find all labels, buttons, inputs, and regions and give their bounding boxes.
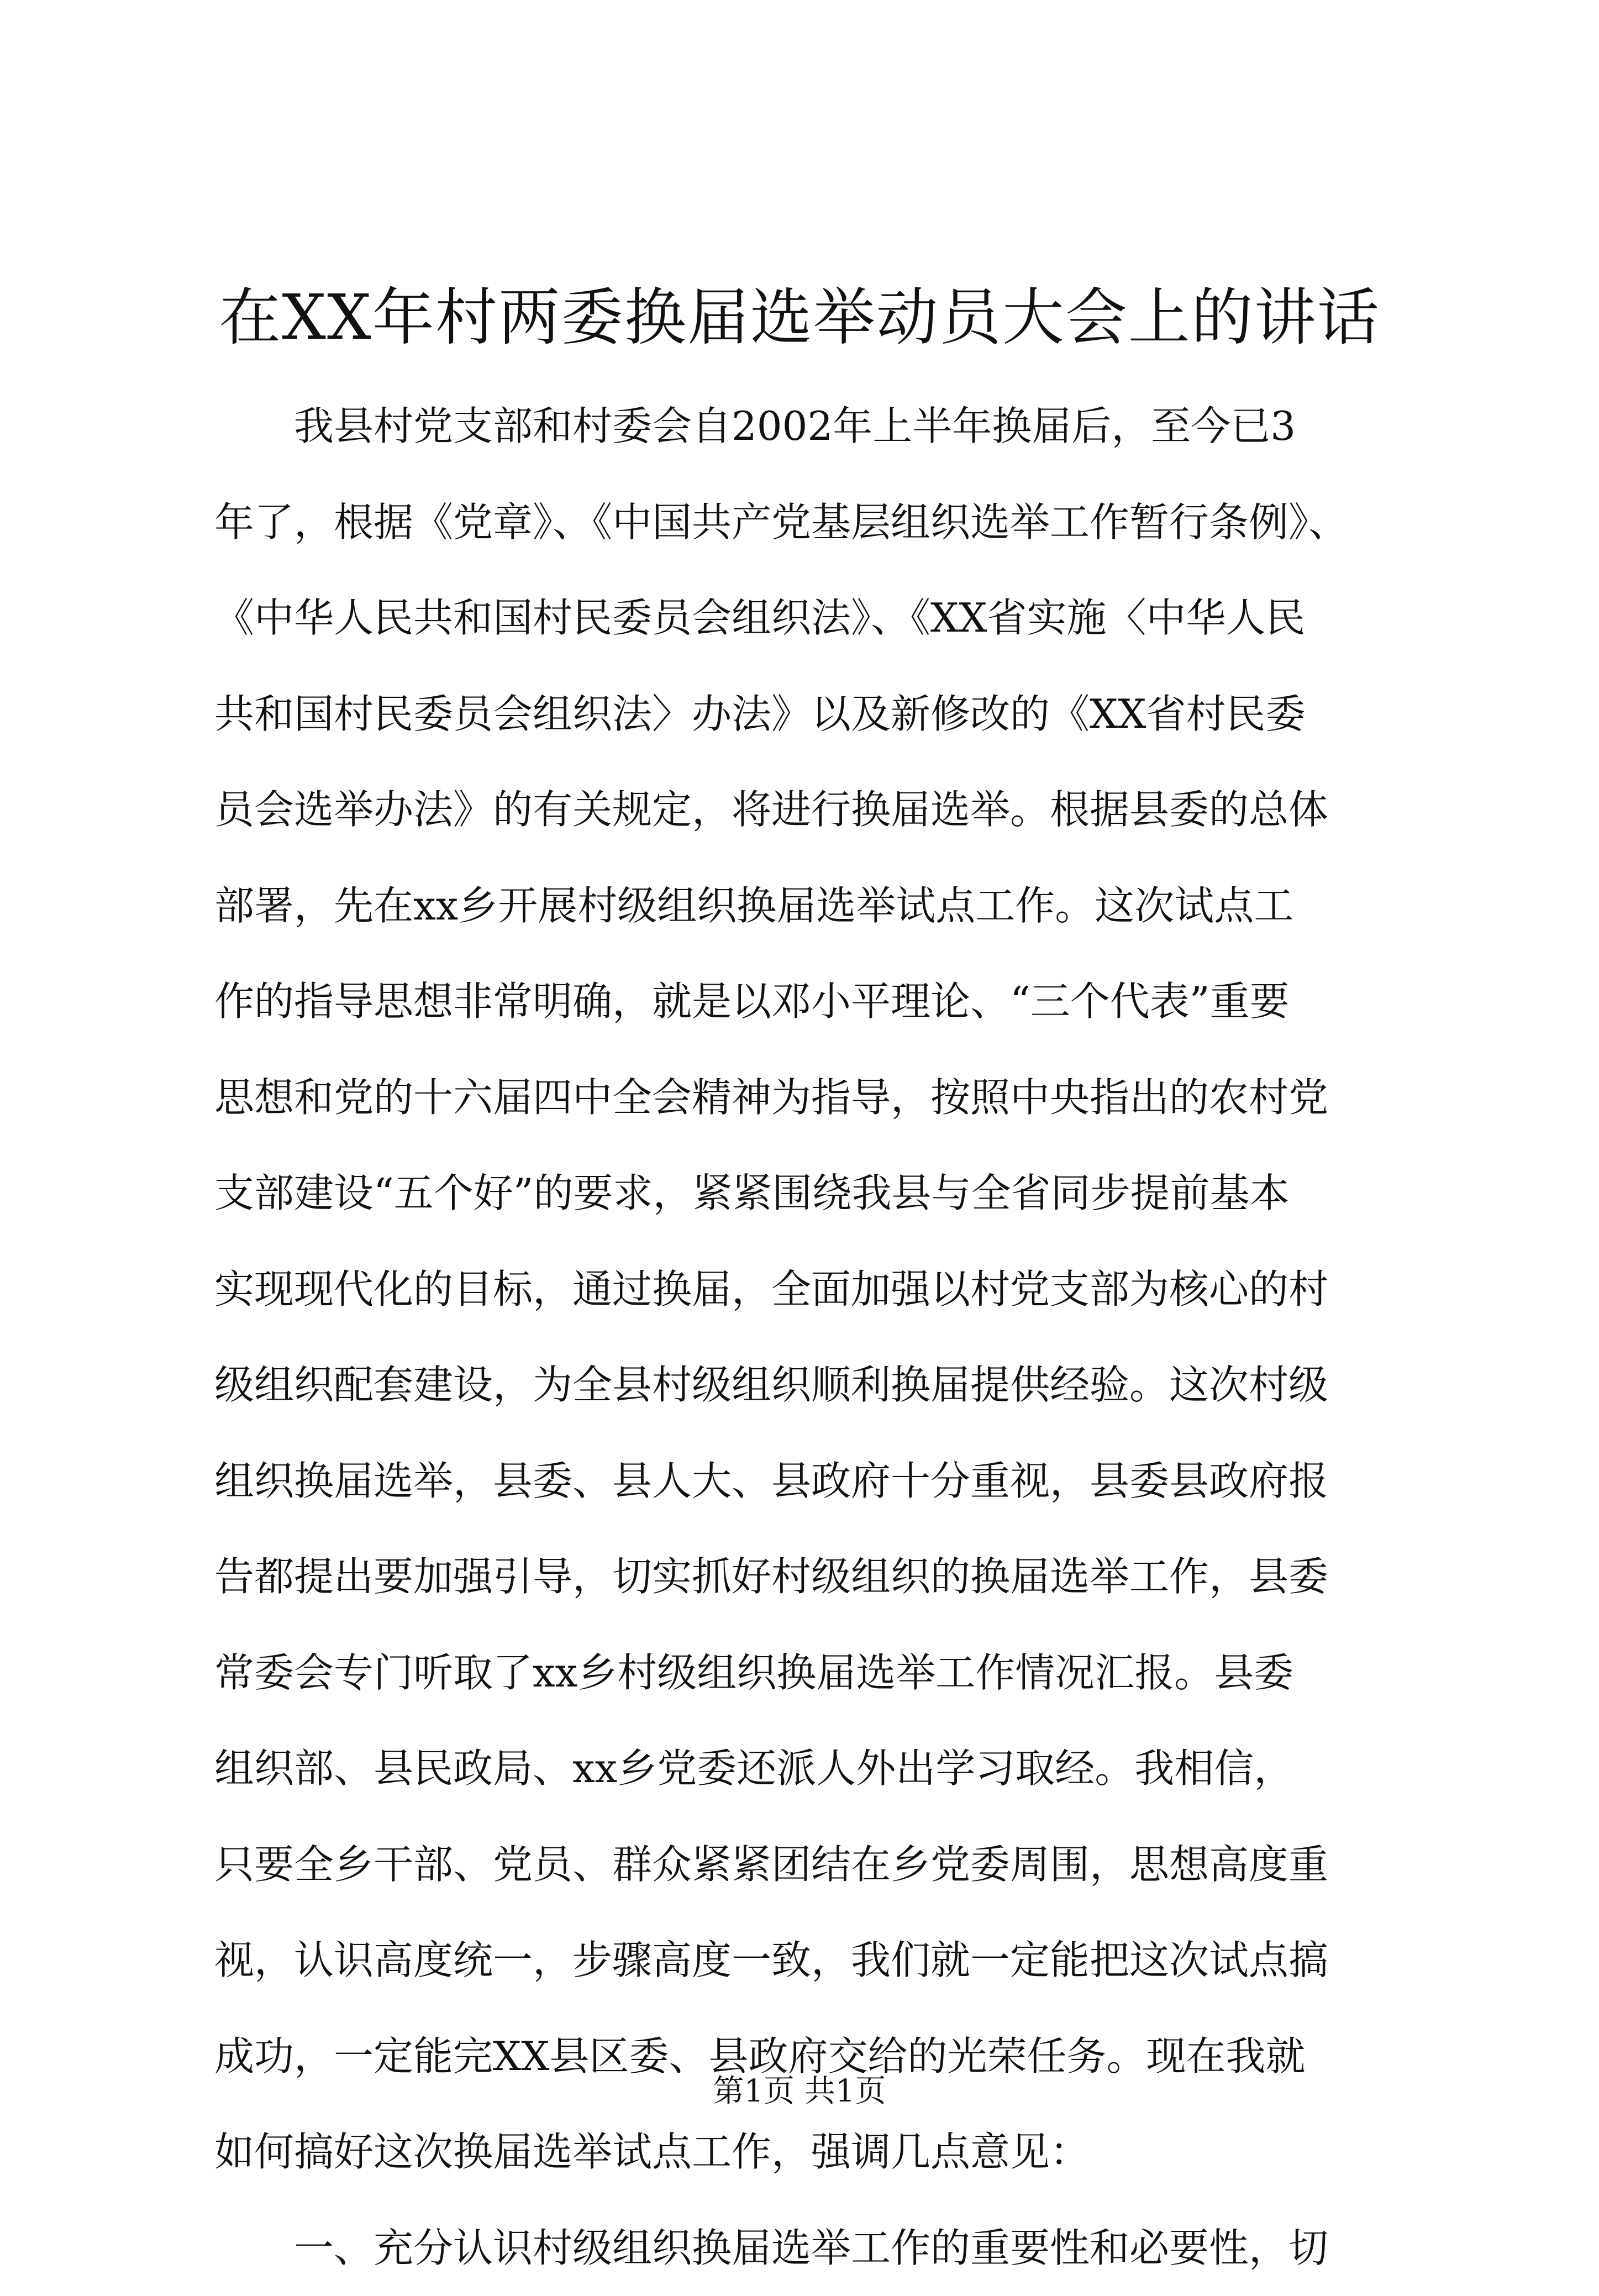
body-line: 我县村党支部和村委会自2002年上半年换届后，至今已3 bbox=[214, 379, 1391, 475]
body-line: 共和国村民委员会组织法〉办法》以及新修改的《XX省村民委 bbox=[214, 666, 1391, 763]
body-line: 思想和党的十六届四中全会精神为指导，按照中央指出的农村党 bbox=[214, 1050, 1391, 1146]
page-number-footer: 第1页 共1页 bbox=[0, 2069, 1599, 2114]
body-line: 员会选举办法》的有关规定，将进行换届选举。根据县委的总体 bbox=[214, 762, 1391, 858]
body-line: 告都提出要加强引导，切实抓好村级组织的换届选举工作，县委 bbox=[214, 1529, 1391, 1625]
body-line: 组织部、县民政局、xx乡党委还派人外出学习取经。我相信， bbox=[214, 1721, 1391, 1817]
body-line: 视，认识高度统一，步骤高度一致，我们就一定能把这次试点搞 bbox=[214, 1913, 1391, 2009]
body-line: 部署，先在xx乡开展村级组织换届选举试点工作。这次试点工 bbox=[214, 858, 1391, 954]
body-line: 支部建设“五个好”的要求，紧紧围绕我县与全省同步提前基本 bbox=[214, 1146, 1391, 1242]
body-line: 《中华人民共和国村民委员会组织法》、《XX省实施〈中华人民 bbox=[214, 570, 1391, 666]
body-line: 常委会专门听取了xx乡村级组织换届选举工作情况汇报。县委 bbox=[214, 1625, 1391, 1721]
body-line: 作的指导思想非常明确，就是以邓小平理论、“三个代表”重要 bbox=[214, 954, 1391, 1050]
document-body bbox=[214, 379, 1391, 2296]
body-line: 级组织配套建设，为全县村级组织顺利换届提供经验。这次村级 bbox=[214, 1337, 1391, 1433]
body-line: 组织换届选举，县委、县人大、县政府十分重视，县委县政府报 bbox=[214, 1433, 1391, 1530]
body-line: 如何搞好这次换届选举试点工作，强调几点意见： bbox=[214, 2104, 1391, 2200]
body-line: 年了，根据《党章》、《中国共产党基层组织选举工作暂行条例》、 bbox=[214, 475, 1391, 571]
body-line: 只要全乡干部、党员、群众紧紧团结在乡党委周围，思想高度重 bbox=[214, 1817, 1391, 1913]
body-line: 实现现代化的目标，通过换届，全面加强以村党支部为核心的村 bbox=[214, 1242, 1391, 1338]
body-line: 成功，一定能完XX县区委、县政府交给的光荣任务。现在我就 bbox=[214, 2009, 1391, 2105]
body-line: 一、充分认识村级组织换届选举工作的重要性和必要性，切 bbox=[214, 2200, 1391, 2296]
document-title: 在XX年村两委换届选举动员大会上的讲话 bbox=[166, 279, 1433, 356]
